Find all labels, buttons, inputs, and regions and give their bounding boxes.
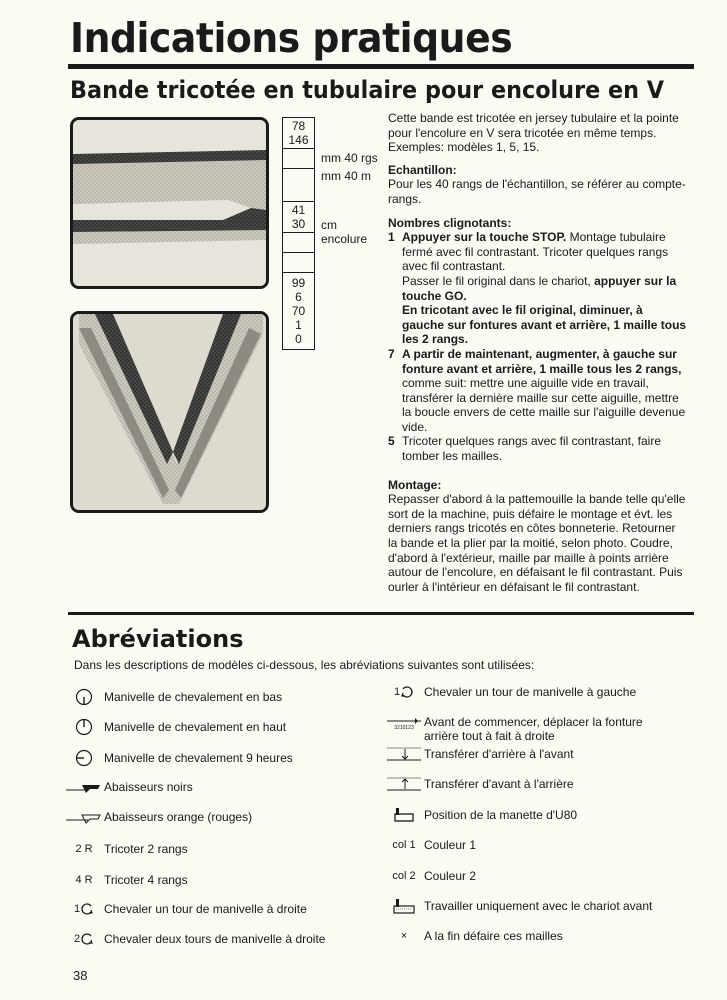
counter-blank — [283, 149, 314, 169]
abbr-label: Chevaler un tour de manivelle à droite — [104, 902, 307, 916]
step-bold: A partir de maintenant, augmenter, à gauche sur fonture avant et arrière, 1 maille tous les 2 rangs, — [402, 346, 682, 376]
abbr-item — [64, 810, 252, 824]
step-text: Tricoter quelques rangs avec fil contrastant, faire tomber les mailles. — [402, 434, 662, 464]
abbr-item — [384, 838, 476, 852]
counter-value: 99 — [291, 276, 306, 290]
abbr-item — [384, 776, 574, 792]
step-number: 1 — [388, 230, 395, 245]
counter-value: 1 — [295, 318, 302, 332]
bed-shift-icon — [384, 717, 424, 731]
abbr-label: Manivelle de chevalement en haut — [104, 720, 287, 734]
crank-right-icon — [64, 932, 104, 946]
abbr-label: Transférer d'arrière à l'avant — [424, 747, 574, 761]
abbr-label: Tricoter 2 rangs — [104, 842, 188, 856]
band-photo — [70, 117, 269, 289]
stitch-group — [283, 202, 314, 233]
counter-value: 41 — [291, 203, 306, 217]
abbr-label: Travailler uniquement avec le chariot avant — [424, 899, 653, 913]
rows-group — [283, 118, 314, 149]
counter-blank — [283, 233, 314, 253]
step-number: 7 — [388, 346, 395, 361]
abbr-symbol: col 1 — [392, 839, 416, 851]
instructions-column — [388, 111, 688, 594]
abbr-symbol: 1 — [73, 903, 81, 915]
abbr-symbol: col 2 — [392, 870, 416, 882]
abbr-item — [384, 897, 652, 915]
abbreviations-title: Abréviations — [72, 625, 244, 653]
counter-blank — [283, 169, 314, 202]
step-text: Passer le fil original dans le chariot, — [402, 273, 595, 288]
abbr-item — [64, 718, 286, 736]
transfer-back-front-icon — [384, 746, 424, 762]
v-neck-photo — [70, 311, 269, 513]
abbr-item — [384, 746, 574, 762]
abbr-item — [64, 932, 325, 946]
montage-heading: Montage: — [388, 477, 442, 492]
abbr-label: Position de la manette d'U80 — [424, 808, 578, 822]
page-title: Indications pratiques — [70, 14, 513, 62]
abbr-symbol: × — [400, 930, 408, 942]
crank-9-icon — [64, 749, 104, 767]
abbr-symbol: 4 R — [75, 874, 93, 886]
montage-text: Repasser d'abord à la pattemouille la bande telle qu'elle sort de la machine, puis défaire le montage et évt. les derniers rangs tricotés en côtes bonneterie. Retourner la bande et la plier par la moitié, selon photo. Coudre, d'abord à l'extérieur, maille par maille à points arrière autour de l'encolure, en défaisant le fil contrastant. Puis ourler à l'intérieur en défaisant le fil contrastant. — [388, 492, 686, 594]
abbr-label: Chevaler deux tours de manivelle à droite — [104, 932, 326, 946]
front-carriage-icon — [384, 897, 424, 915]
step-text: Montage tubulaire fermé avec fil contrastant. Tricoter quelques rangs avec fil contrastant. — [402, 230, 669, 274]
step-bold: En tricotant avec le fil original, diminuer, à gauche sur fontures avant et arrière, 1 maille tous les 2 rangs. — [402, 303, 687, 347]
counter-value: 0 — [295, 332, 302, 346]
title-rule — [68, 64, 694, 69]
abbr-item — [384, 685, 636, 699]
cm-label: cm — [321, 218, 337, 232]
abbr-item — [64, 749, 293, 767]
nombres-heading: Nombres clignotants: — [388, 215, 512, 230]
section-subtitle: Bande tricotée en tubulaire pour encolure en V — [70, 76, 665, 104]
transfer-front-back-icon — [384, 776, 424, 792]
abbr-item — [384, 869, 476, 883]
step-7 — [388, 347, 688, 435]
step-bold: Appuyer sur la touche STOP. — [402, 230, 567, 245]
abbr-label: Avant de commencer, déplacer la fonture arrière tout à fait à droite — [424, 715, 643, 743]
counter-value: 70 — [291, 304, 306, 318]
abbr-label: Abaisseurs noirs — [104, 780, 193, 794]
crank-right-icon — [64, 902, 104, 916]
crank-up-icon — [64, 718, 104, 736]
step-5 — [388, 434, 688, 463]
abbr-label: Couleur 1 — [424, 838, 477, 852]
counter-blank — [283, 253, 314, 273]
lever-icon — [384, 807, 424, 823]
step-bold: appuyer sur la touche GO. — [402, 273, 677, 303]
crank-down-icon — [64, 688, 104, 706]
step-text: comme suit: mettre une aiguille vide en travail, transférer la dernière maille sur cette aiguille, mettre la boucle envers de cette maille sur l'aiguille devenue vide. — [402, 376, 686, 434]
encolure-label: encolure — [321, 232, 368, 246]
crank-left-icon — [384, 685, 424, 699]
abbr-label: Couleur 2 — [424, 869, 477, 883]
abbr-item — [64, 688, 282, 706]
abbr-item — [64, 873, 188, 887]
counter-value: 146 — [288, 133, 309, 147]
abbr-item — [384, 715, 674, 743]
step-1 — [388, 230, 688, 347]
row-counter-table — [282, 117, 315, 350]
abbr-item — [64, 842, 188, 856]
abbreviations-intro: Dans les descriptions de modèles ci-dessous, les abréviations suivantes sont utilisées: — [74, 658, 535, 672]
black-weights-icon — [64, 780, 104, 794]
counter-value: 78 — [291, 119, 306, 133]
intro-text: Cette bande est tricotée en jersey tubulaire et la pointe pour l'encolure en V sera tricotée en même temps. Exemples: modèles 1, 5, 15. — [388, 111, 679, 155]
abbr-symbol: 1 — [393, 686, 401, 698]
abbr-label: Tricoter 4 rangs — [104, 873, 188, 887]
page-number: 38 — [73, 968, 88, 983]
step-number: 5 — [388, 434, 395, 449]
abbr-label: Chevaler un tour de manivelle à gauche — [424, 685, 637, 699]
abbr-item — [384, 807, 577, 823]
abbr-label: A la fin défaire ces mailles — [424, 929, 563, 943]
abbr-item — [64, 902, 307, 916]
abbr-item — [384, 929, 563, 943]
rows-label: mm 40 rgs — [321, 151, 378, 165]
abbr-label: Manivelle de chevalement 9 heures — [104, 751, 293, 765]
echantillon-text: Pour les 40 rangs de l'échantillon, se référer au compte-rangs. — [388, 177, 686, 206]
counter-value: 6 — [295, 290, 302, 304]
bottom-group — [283, 273, 314, 349]
abbr-symbol: 2 — [73, 933, 81, 945]
echantillon-heading: Echantillon: — [388, 162, 457, 177]
counter-value: 30 — [291, 217, 306, 231]
section-rule — [68, 612, 694, 615]
abbr-item — [64, 780, 193, 794]
abbr-label: Abaisseurs orange (rouges) — [104, 810, 253, 824]
orange-weights-icon — [64, 810, 104, 824]
abbr-label: Transférer d'avant à l'arrière — [424, 777, 574, 791]
abbr-symbol: 2 R — [75, 843, 93, 855]
abbr-symbol: 3210123 — [394, 725, 414, 731]
abbr-label: Manivelle de chevalement en bas — [104, 690, 283, 704]
mm-label: mm 40 m — [321, 169, 372, 183]
